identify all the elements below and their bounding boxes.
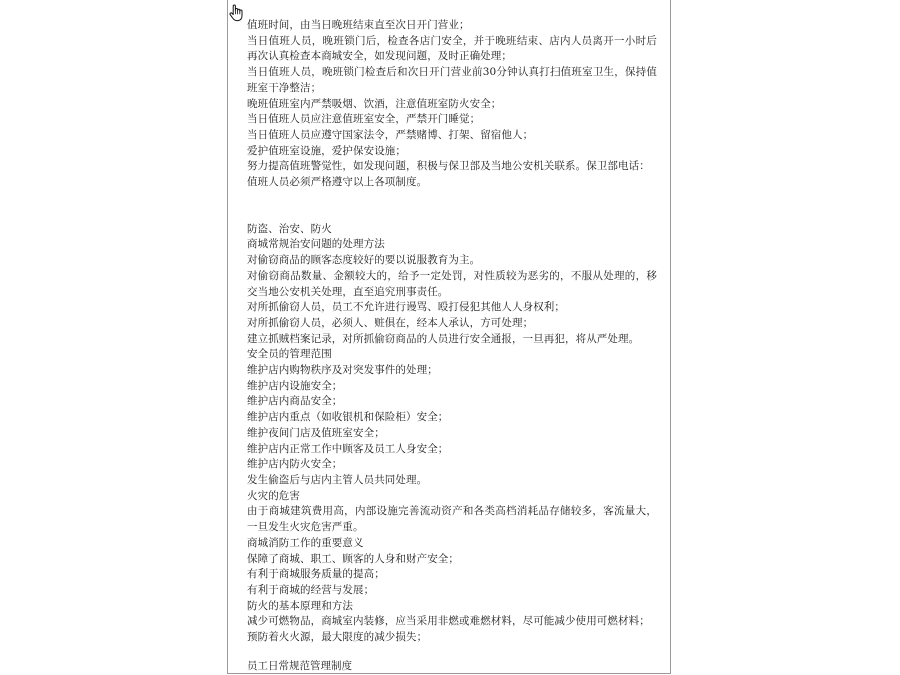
paragraph: 当日值班人员应遵守国家法令，严禁赌博、打架、留宿他人； xyxy=(247,128,534,141)
paragraph: 爱护值班室设施，爱护保安设施； xyxy=(247,144,406,157)
paragraph: 对偷窃商品数量、金额较大的，给予一定处罚，对性质较为恶劣的，不服从处理的，移交当地公安机关处理，直至追究刑事责任。 xyxy=(247,269,657,298)
paragraph: 建立抓贼档案记录，对所抓偷窃商品的人员进行安全通报，一旦再犯，将从严处理。 xyxy=(247,332,640,345)
paragraph: 减少可燃物品，商城室内装修，应当采用非燃或难燃材料，尽可能减少使用可燃材料； xyxy=(247,615,650,628)
paragraph: 维护夜间门店及值班室安全； xyxy=(247,426,385,439)
paragraph: 当日值班人员，晚班锁门检查后和次日开门营业前30分钟认真打扫值班室卫生，保持值班室干净整洁； xyxy=(247,66,657,94)
paragraph: 对所抓偷窃人员，员工不允许进行谩骂、殴打侵犯其他人人身权利； xyxy=(247,301,565,314)
subheading: 防火的基本原理和方法 xyxy=(247,599,353,612)
paragraph: 由于商城建筑费用高，内部设施完善流动资产和各类高档消耗品存储较多，客流量大，一旦发生火灾危害严重。 xyxy=(247,505,657,534)
paragraph: 晚班值班室内严禁吸烟、饮酒，注意值班室防火安全； xyxy=(247,97,502,110)
paragraph: 发生偷盗后与店内主管人员共同处理。 xyxy=(247,473,428,486)
page-content xyxy=(247,18,657,646)
paragraph: 值班人员必须严格遵守以上各项制度。 xyxy=(247,176,428,189)
paragraph: 值班时间，由当日晚班结束直至次日开门营业； xyxy=(247,19,470,31)
next-section-title: 员工日常规范管理制度 xyxy=(247,660,352,672)
section-security-fire xyxy=(247,222,657,646)
subheading: 商城消防工作的重要意义 xyxy=(247,536,364,549)
subheading: 火灾的危害 xyxy=(247,489,300,502)
paragraph: 有利于商城服务质量的提高； xyxy=(247,568,385,581)
paragraph: 维护店内设施安全； xyxy=(247,379,343,392)
section-heading: 防盗、治安、防火 xyxy=(247,222,332,235)
paragraph: 维护店内购物秩序及对突发事件的处理； xyxy=(247,364,438,377)
paragraph: 当日值班人员应注意值班室安全，严禁开门睡觉； xyxy=(247,113,481,126)
section-duty-rules xyxy=(247,18,657,191)
paragraph: 当日值班人员，晚班锁门后，检查各店门安全，并于晚班结束、店内人员离开一小时后再次认真检查本商城安全，如发现问题，及时正确处理； xyxy=(247,34,657,63)
paragraph: 维护店内商品安全； xyxy=(247,395,343,408)
paragraph: 保障了商城、职工、顾客的人身和财产安全； xyxy=(247,552,459,565)
subheading: 商城常规治安问题的处理方法 xyxy=(247,238,385,251)
hand-pointer-icon xyxy=(227,3,247,23)
paragraph: 维护店内防火安全； xyxy=(247,458,343,471)
section-spacer xyxy=(247,191,657,222)
paragraph: 对偷窃商品的顾客态度较好的要以说服教育为主。 xyxy=(247,254,481,267)
paragraph: 有利于商城的经营与发展； xyxy=(247,583,375,596)
paragraph: 维护店内正常工作中顾客及员工人身安全； xyxy=(247,442,449,455)
document-page[interactable] xyxy=(227,0,671,674)
subheading: 安全员的管理范围 xyxy=(247,348,332,361)
paragraph: 对所抓偷窃人员，必须人、赃俱在，经本人承认，方可处理； xyxy=(247,316,534,329)
paragraph: 预防着火火源，最大限度的减少损失； xyxy=(247,631,428,644)
paragraph: 维护店内重点（如收银机和保险柜）安全； xyxy=(247,411,449,424)
paragraph: 努力提高值班警觉性，如发现问题，积极与保卫部及当地公安机关联系。保卫部电话： xyxy=(247,160,650,173)
